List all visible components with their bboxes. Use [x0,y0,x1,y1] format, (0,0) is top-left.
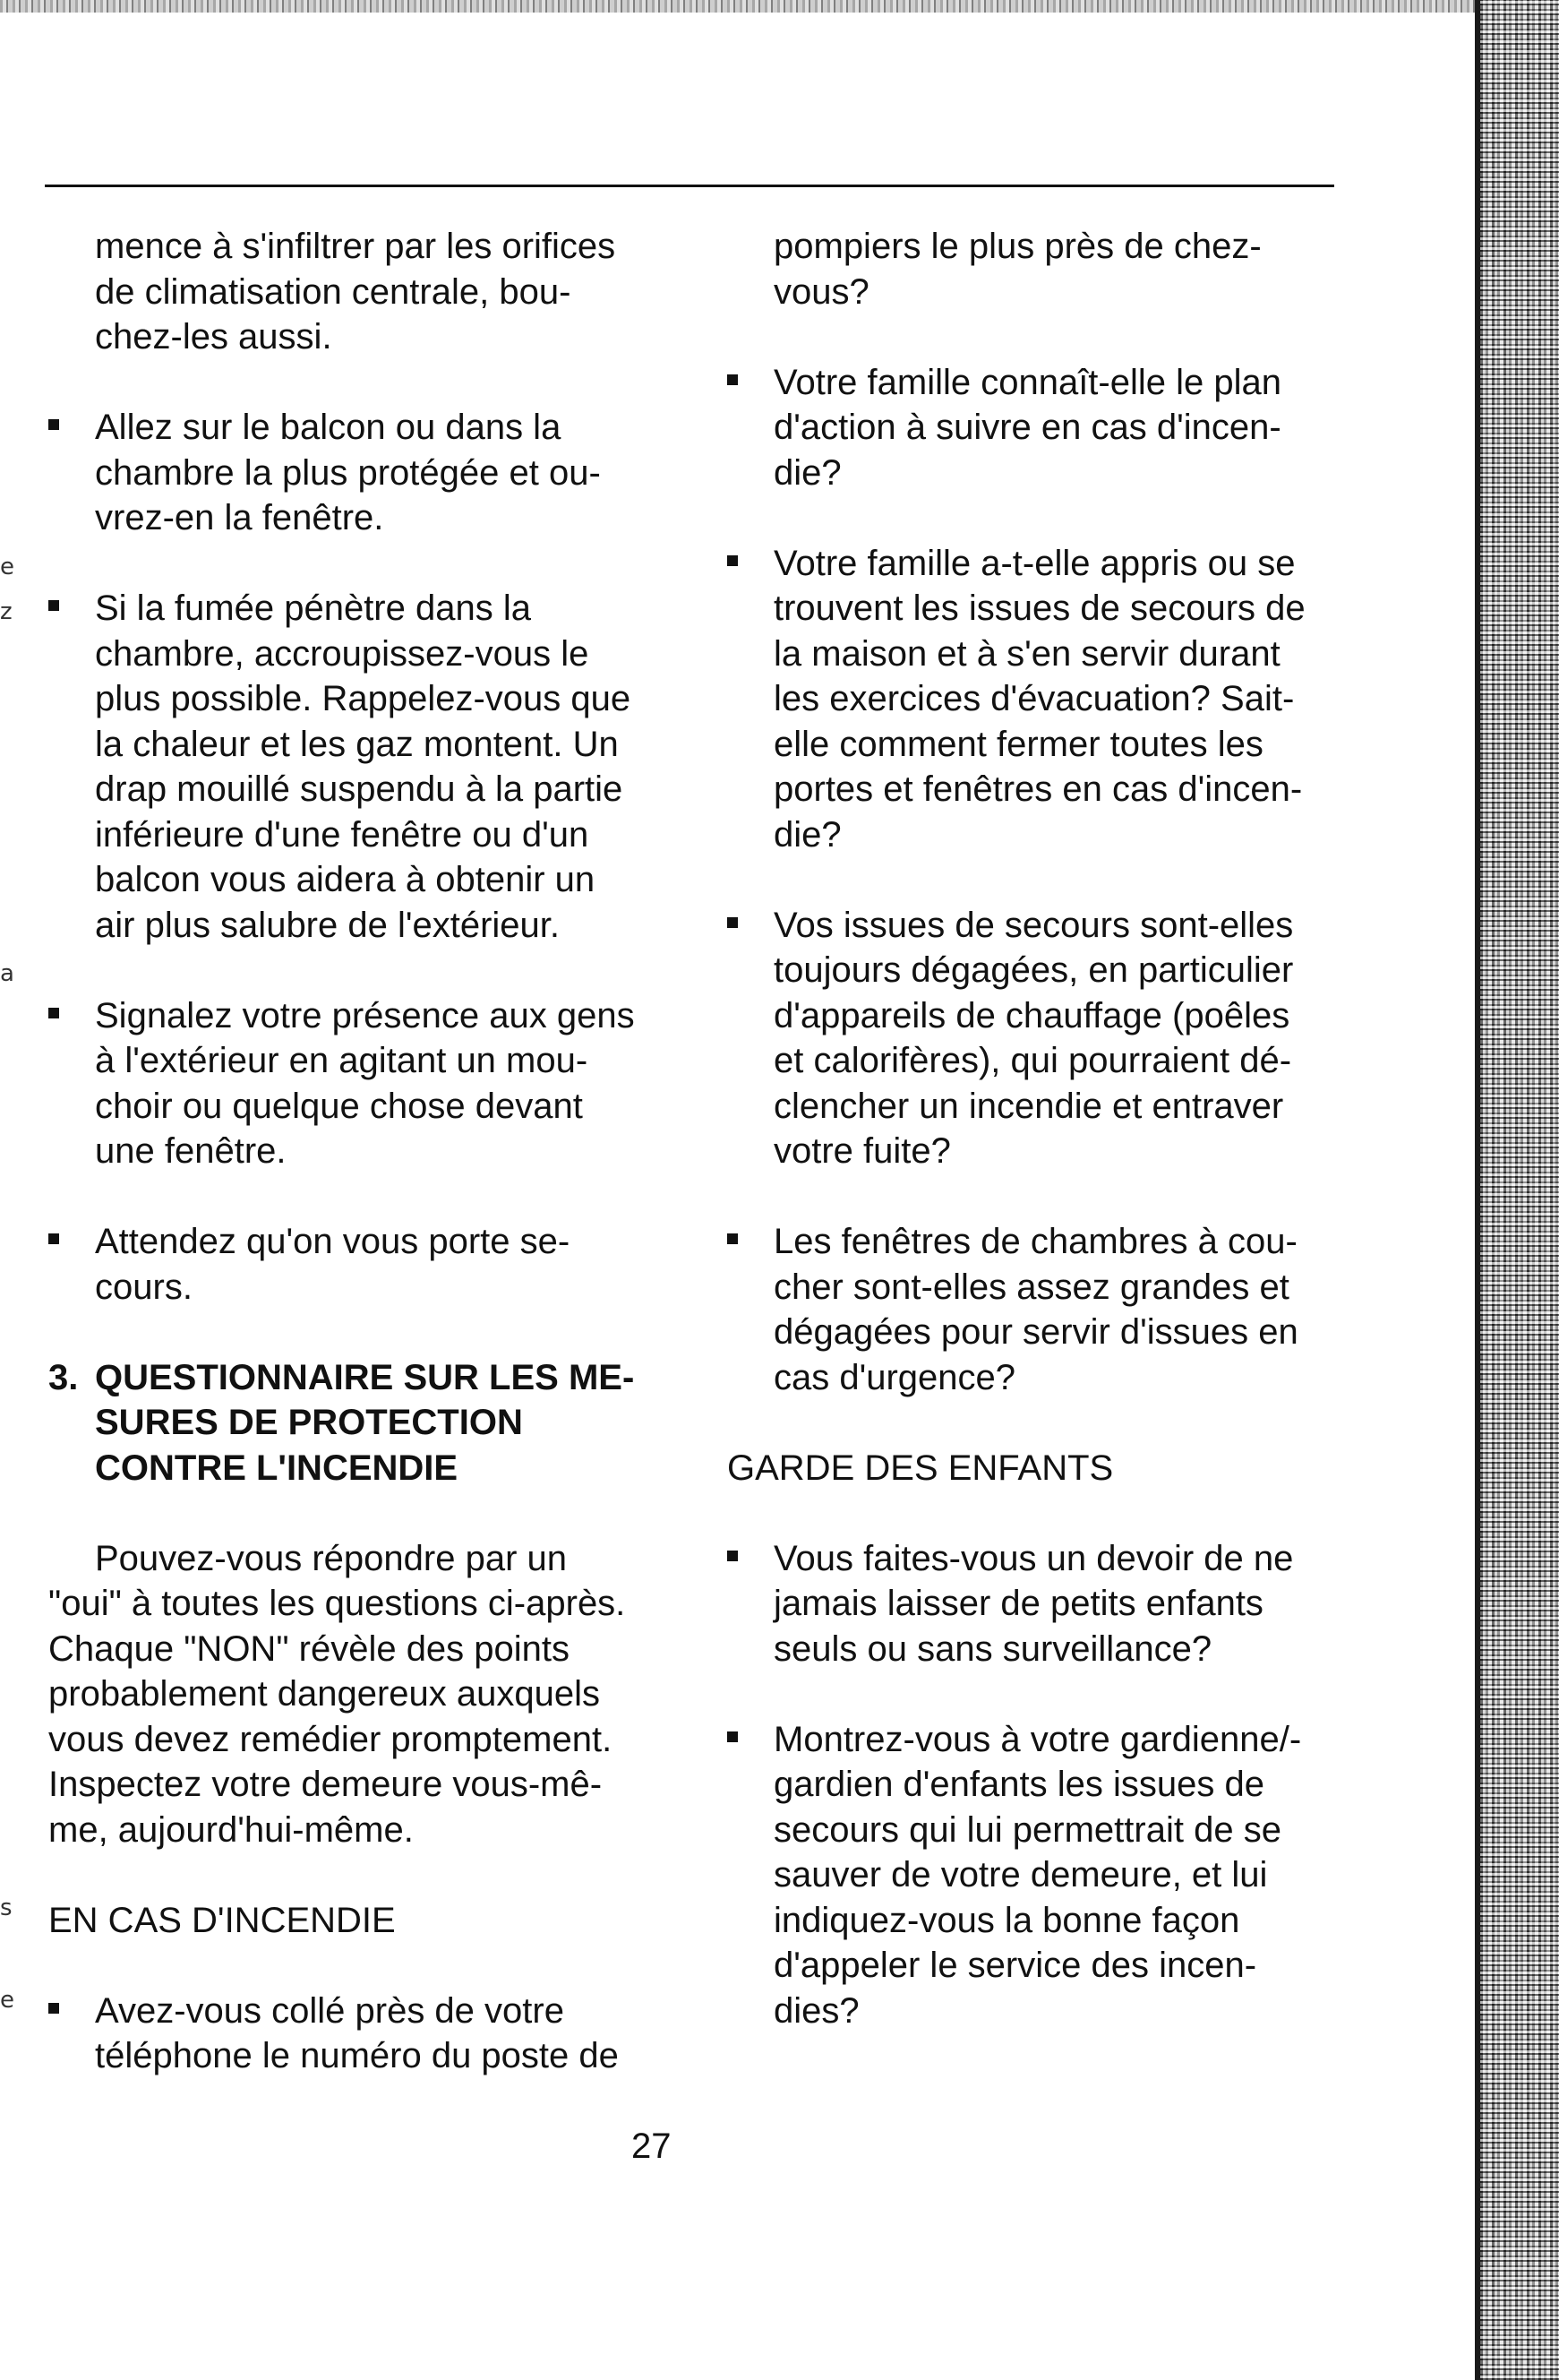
text-line: pompiers le plus près de chez- [774,227,1262,266]
text-line: Votre famille connaît-elle le plan [774,362,1281,402]
continuation-paragraph [727,224,1372,314]
text-line: chambre la plus protégée et ou- [95,452,601,493]
list-item [727,1219,1372,1400]
margin-mark: e [0,554,14,580]
text-line: Vos issues de secours sont-elles [774,905,1294,945]
text-line: sauver de votre demeure, et lui [774,1855,1268,1895]
left-column [48,224,675,2079]
heading-line: QUESTIONNAIRE SUR LES ME- [95,1357,635,1397]
text-line: secours qui lui permettrait de se [774,1809,1281,1850]
text-line: de climatisation centrale, bou- [95,271,571,312]
bullet-icon [727,1731,738,1742]
text-line: une fenêtre. [95,1131,287,1171]
page-number: 27 [631,2127,672,2166]
text-line: probablement dangereux auxquels [48,1674,600,1714]
text-line: Chaque "NON" révèle des points [48,1628,570,1669]
section-label-children: GARDE DES ENFANTS [727,1448,1114,1488]
text-line: chambre, accroupissez-vous le [95,633,589,674]
text-line: mence à s'infiltrer par les orifices [95,227,616,266]
section-heading [48,1355,675,1491]
text-line: d'action à suivre en cas d'incen- [774,408,1281,447]
text-line: Allez sur le balcon ou dans la [95,408,561,447]
margin-mark: e [0,1987,14,2014]
list-item [48,1219,675,1310]
text-line: Les fenêtres de chambres à cou- [774,1222,1298,1261]
text-line: toujours dégagées, en particulier [774,950,1294,990]
list-item [48,586,675,948]
margin-mark: a [0,960,14,987]
scan-right-border [1480,0,1559,2380]
bullet-icon [48,419,59,430]
list-item [48,405,675,541]
text-line: vous? [774,271,869,312]
bullet-icon [727,1551,738,1561]
heading-number: 3. [48,1357,79,1397]
text-line: elle comment fermer toutes les [774,724,1263,764]
text-line: les exercices d'évacuation? Sait- [774,679,1295,718]
bullet-icon [727,917,738,928]
heading-line: CONTRE L'INCENDIE [95,1448,458,1488]
text-line: cours. [95,1267,193,1307]
bullet-icon [727,1233,738,1244]
text-line: d'appeler le service des incen- [774,1946,1257,1985]
bullet-icon [48,2003,59,2014]
text-line: inférieure d'une fenêtre ou d'un [95,814,589,855]
text-line: clencher un incendie et entraver [774,1086,1284,1126]
right-column [727,224,1372,2033]
text-line: die? [774,814,842,855]
margin-mark: z [0,598,13,625]
text-line: dégagées pour servir d'issues en [774,1312,1298,1352]
scan-top-edge [0,0,1559,13]
list-item [727,903,1372,1174]
text-line: Inspectez votre demeure vous-mê- [48,1765,603,1804]
list-item [48,1989,675,2079]
text-line: gardien d'enfants les issues de [774,1765,1264,1804]
text-line: Pouvez-vous répondre par un [95,1538,567,1578]
text-line: Attendez qu'on vous porte se- [95,1222,570,1261]
text-line: Votre famille a-t-elle appris ou se [774,543,1296,583]
intro-paragraph [48,1536,675,1853]
section-label-fire: EN CAS D'INCENDIE [48,1900,396,1940]
text-line: indiquez-vous la bonne façon [774,1900,1240,1940]
list-item [727,1536,1372,1672]
list-item [727,541,1372,858]
text-line: vrez-en la fenêtre. [95,498,384,537]
text-line: Si la fumée pénètre dans la [95,589,531,628]
text-line: cas d'urgence? [774,1357,1016,1397]
heading-line: SURES DE PROTECTION [95,1403,523,1442]
header-rule [45,185,1334,187]
bullet-icon [48,600,59,611]
bullet-icon [48,1008,59,1018]
text-line: chez-les aussi. [95,317,332,357]
text-line: et calorifères), qui pourraient dé- [774,1041,1292,1080]
text-line: plus possible. Rappelez-vous que [95,679,631,718]
text-line: air plus salubre de l'extérieur. [95,905,561,945]
bullet-icon [48,1233,59,1244]
bullet-icon [727,374,738,385]
text-line: la chaleur et les gaz montent. Un [95,724,619,764]
text-line: choir ou quelque chose devant [95,1086,583,1126]
list-item [727,1717,1372,2034]
text-line: Vous faites-vous un devoir de ne [774,1538,1294,1578]
text-line: téléphone le numéro du poste de [95,2036,619,2075]
text-line: die? [774,452,842,493]
text-line: votre fuite? [774,1131,951,1171]
text-line: "oui" à toutes les questions ci-après. [48,1584,626,1623]
list-item [48,993,675,1174]
text-line: drap mouillé suspendu à la partie [95,769,623,809]
text-line: seuls ou sans surveillance? [774,1628,1212,1669]
text-line: la maison et à s'en servir durant [774,633,1281,674]
text-line: jamais laisser de petits enfants [774,1584,1263,1623]
text-line: dies? [774,1990,860,2031]
text-line: vous devez remédier promptement. [48,1719,612,1759]
bullet-icon [727,555,738,566]
text-line: Signalez votre présence aux gens [95,995,635,1035]
list-item [727,360,1372,496]
text-line: balcon vous aidera à obtenir un [95,860,595,899]
continuation-paragraph [48,224,675,360]
text-line: trouvent les issues de secours de [774,589,1306,628]
text-line: d'appareils de chauffage (poêles [774,995,1290,1035]
margin-mark: s [0,1895,13,1921]
text-line: cher sont-elles assez grandes et [774,1267,1289,1307]
text-line: Avez-vous collé près de votre [95,1990,564,2031]
text-line: Montrez-vous à votre gardienne/- [774,1719,1302,1759]
text-line: à l'extérieur en agitant un mou- [95,1041,588,1080]
text-line: me, aujourd'hui-même. [48,1809,414,1850]
text-line: portes et fenêtres en cas d'incen- [774,769,1303,809]
